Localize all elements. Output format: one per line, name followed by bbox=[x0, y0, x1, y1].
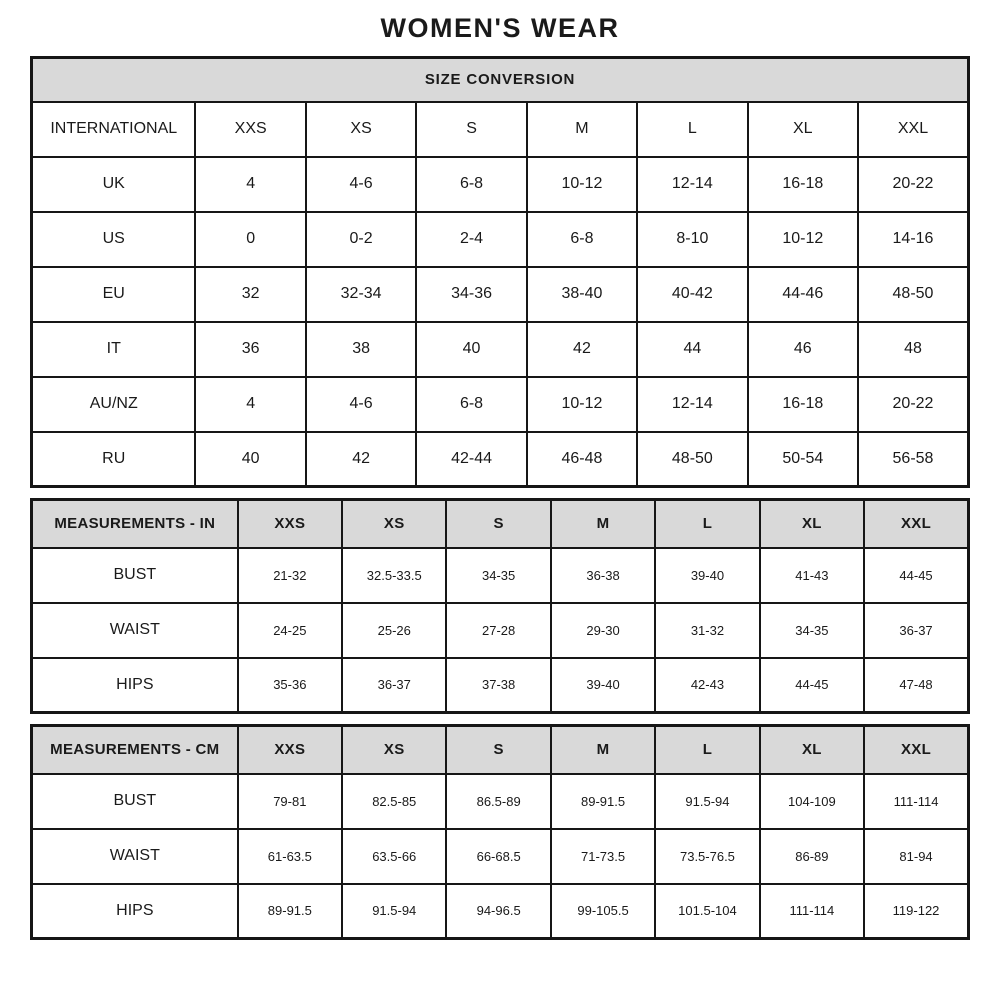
row-label: UK bbox=[32, 157, 196, 212]
data-cell: 14-16 bbox=[858, 212, 969, 267]
size-column-header: XXL bbox=[858, 102, 969, 157]
data-cell: 37-38 bbox=[446, 658, 550, 713]
data-cell: 6-8 bbox=[416, 157, 526, 212]
table-row bbox=[32, 267, 969, 322]
data-cell: 36-37 bbox=[864, 603, 968, 658]
data-cell: 39-40 bbox=[551, 658, 655, 713]
row-label: EU bbox=[32, 267, 196, 322]
data-cell: 10-12 bbox=[527, 377, 637, 432]
row-header-label: INTERNATIONAL bbox=[32, 102, 196, 157]
data-cell: 39-40 bbox=[655, 548, 759, 603]
data-cell: 119-122 bbox=[864, 884, 968, 939]
data-cell: 31-32 bbox=[655, 603, 759, 658]
size-column-header: L bbox=[655, 500, 759, 548]
row-label: RU bbox=[32, 432, 196, 487]
table-row bbox=[32, 884, 969, 939]
page-title: WOMEN'S WEAR bbox=[380, 13, 620, 43]
data-cell: 20-22 bbox=[858, 377, 969, 432]
data-cell: 104-109 bbox=[760, 774, 864, 829]
data-cell: 21-32 bbox=[238, 548, 342, 603]
row-label: HIPS bbox=[32, 884, 238, 939]
data-cell: 91.5-94 bbox=[655, 774, 759, 829]
table-row bbox=[32, 603, 969, 658]
measurements-cm-table bbox=[30, 724, 970, 940]
data-cell: 32 bbox=[195, 267, 305, 322]
data-cell: 16-18 bbox=[748, 157, 858, 212]
data-cell: 42 bbox=[306, 432, 416, 487]
data-cell: 99-105.5 bbox=[551, 884, 655, 939]
data-cell: 6-8 bbox=[527, 212, 637, 267]
data-cell: 4-6 bbox=[306, 157, 416, 212]
data-cell: 89-91.5 bbox=[551, 774, 655, 829]
row-label: US bbox=[32, 212, 196, 267]
data-cell: 41-43 bbox=[760, 548, 864, 603]
data-cell: 34-36 bbox=[416, 267, 526, 322]
table-row bbox=[32, 432, 969, 487]
data-cell: 0 bbox=[195, 212, 305, 267]
data-cell: 61-63.5 bbox=[238, 829, 342, 884]
row-label: IT bbox=[32, 322, 196, 377]
data-cell: 82.5-85 bbox=[342, 774, 446, 829]
size-column-header: S bbox=[446, 726, 550, 774]
data-cell: 36-37 bbox=[342, 658, 446, 713]
data-cell: 27-28 bbox=[446, 603, 550, 658]
data-cell: 4 bbox=[195, 377, 305, 432]
row-label: BUST bbox=[32, 774, 238, 829]
data-cell: 36-38 bbox=[551, 548, 655, 603]
data-cell: 10-12 bbox=[527, 157, 637, 212]
size-column-header: XL bbox=[760, 500, 864, 548]
size-column-header: XS bbox=[306, 102, 416, 157]
data-cell: 24-25 bbox=[238, 603, 342, 658]
data-cell: 32-34 bbox=[306, 267, 416, 322]
row-label: BUST bbox=[32, 548, 238, 603]
size-column-header: XXL bbox=[864, 726, 968, 774]
data-cell: 42-43 bbox=[655, 658, 759, 713]
data-cell: 36 bbox=[195, 322, 305, 377]
data-cell: 38-40 bbox=[527, 267, 637, 322]
data-cell: 34-35 bbox=[446, 548, 550, 603]
row-label: AU/NZ bbox=[32, 377, 196, 432]
data-cell: 4-6 bbox=[306, 377, 416, 432]
data-cell: 63.5-66 bbox=[342, 829, 446, 884]
data-cell: 10-12 bbox=[748, 212, 858, 267]
data-cell: 73.5-76.5 bbox=[655, 829, 759, 884]
table-row bbox=[32, 322, 969, 377]
data-cell: 48-50 bbox=[858, 267, 969, 322]
data-cell: 29-30 bbox=[551, 603, 655, 658]
data-cell: 0-2 bbox=[306, 212, 416, 267]
row-label: WAIST bbox=[32, 603, 238, 658]
data-cell: 81-94 bbox=[864, 829, 968, 884]
data-cell: 46 bbox=[748, 322, 858, 377]
data-cell: 66-68.5 bbox=[446, 829, 550, 884]
data-cell: 25-26 bbox=[342, 603, 446, 658]
row-label: HIPS bbox=[32, 658, 238, 713]
size-column-header: M bbox=[551, 500, 655, 548]
data-cell: 40 bbox=[416, 322, 526, 377]
size-column-header: L bbox=[655, 726, 759, 774]
table-row bbox=[32, 829, 969, 884]
data-cell: 91.5-94 bbox=[342, 884, 446, 939]
size-column-header: XXS bbox=[238, 500, 342, 548]
table-header-row bbox=[32, 726, 969, 774]
data-cell: 20-22 bbox=[858, 157, 969, 212]
data-cell: 48-50 bbox=[637, 432, 747, 487]
row-label: WAIST bbox=[32, 829, 238, 884]
size-column-header: L bbox=[637, 102, 747, 157]
table-title: SIZE CONVERSION bbox=[32, 58, 969, 102]
table-row bbox=[32, 548, 969, 603]
table-row bbox=[32, 377, 969, 432]
size-column-header: XXS bbox=[195, 102, 305, 157]
data-cell: 50-54 bbox=[748, 432, 858, 487]
data-cell: 42-44 bbox=[416, 432, 526, 487]
data-cell: 56-58 bbox=[858, 432, 969, 487]
size-column-header: XL bbox=[760, 726, 864, 774]
data-cell: 47-48 bbox=[864, 658, 968, 713]
data-cell: 48 bbox=[858, 322, 969, 377]
data-cell: 101.5-104 bbox=[655, 884, 759, 939]
data-cell: 86-89 bbox=[760, 829, 864, 884]
measurements-in-table bbox=[30, 498, 970, 714]
data-cell: 32.5-33.5 bbox=[342, 548, 446, 603]
table-row bbox=[32, 212, 969, 267]
data-cell: 44-45 bbox=[760, 658, 864, 713]
data-cell: 4 bbox=[195, 157, 305, 212]
size-column-header: M bbox=[527, 102, 637, 157]
size-column-header: XS bbox=[342, 726, 446, 774]
data-cell: 44-45 bbox=[864, 548, 968, 603]
data-cell: 40-42 bbox=[637, 267, 747, 322]
size-column-header: XXL bbox=[864, 500, 968, 548]
data-cell: 38 bbox=[306, 322, 416, 377]
data-cell: 111-114 bbox=[760, 884, 864, 939]
table-header-row bbox=[32, 500, 969, 548]
table-banner-row bbox=[32, 58, 969, 102]
data-cell: 12-14 bbox=[637, 377, 747, 432]
size-column-header: XL bbox=[748, 102, 858, 157]
data-cell: 8-10 bbox=[637, 212, 747, 267]
data-cell: 44 bbox=[637, 322, 747, 377]
data-cell: 2-4 bbox=[416, 212, 526, 267]
table-row bbox=[32, 774, 969, 829]
size-column-header: XXS bbox=[238, 726, 342, 774]
data-cell: 42 bbox=[527, 322, 637, 377]
data-cell: 46-48 bbox=[527, 432, 637, 487]
size-column-header: S bbox=[446, 500, 550, 548]
data-cell: 71-73.5 bbox=[551, 829, 655, 884]
data-cell: 6-8 bbox=[416, 377, 526, 432]
table-row bbox=[32, 658, 969, 713]
size-column-header: XS bbox=[342, 500, 446, 548]
table-header-row bbox=[32, 102, 969, 157]
data-cell: 111-114 bbox=[864, 774, 968, 829]
size-conversion-table bbox=[30, 56, 970, 488]
data-cell: 34-35 bbox=[760, 603, 864, 658]
data-cell: 16-18 bbox=[748, 377, 858, 432]
row-header-label: MEASUREMENTS - IN bbox=[32, 500, 238, 548]
size-column-header: S bbox=[416, 102, 526, 157]
data-cell: 79-81 bbox=[238, 774, 342, 829]
data-cell: 89-91.5 bbox=[238, 884, 342, 939]
row-header-label: MEASUREMENTS - CM bbox=[32, 726, 238, 774]
data-cell: 86.5-89 bbox=[446, 774, 550, 829]
data-cell: 44-46 bbox=[748, 267, 858, 322]
data-cell: 12-14 bbox=[637, 157, 747, 212]
size-column-header: M bbox=[551, 726, 655, 774]
table-row bbox=[32, 157, 969, 212]
data-cell: 35-36 bbox=[238, 658, 342, 713]
data-cell: 94-96.5 bbox=[446, 884, 550, 939]
data-cell: 40 bbox=[195, 432, 305, 487]
